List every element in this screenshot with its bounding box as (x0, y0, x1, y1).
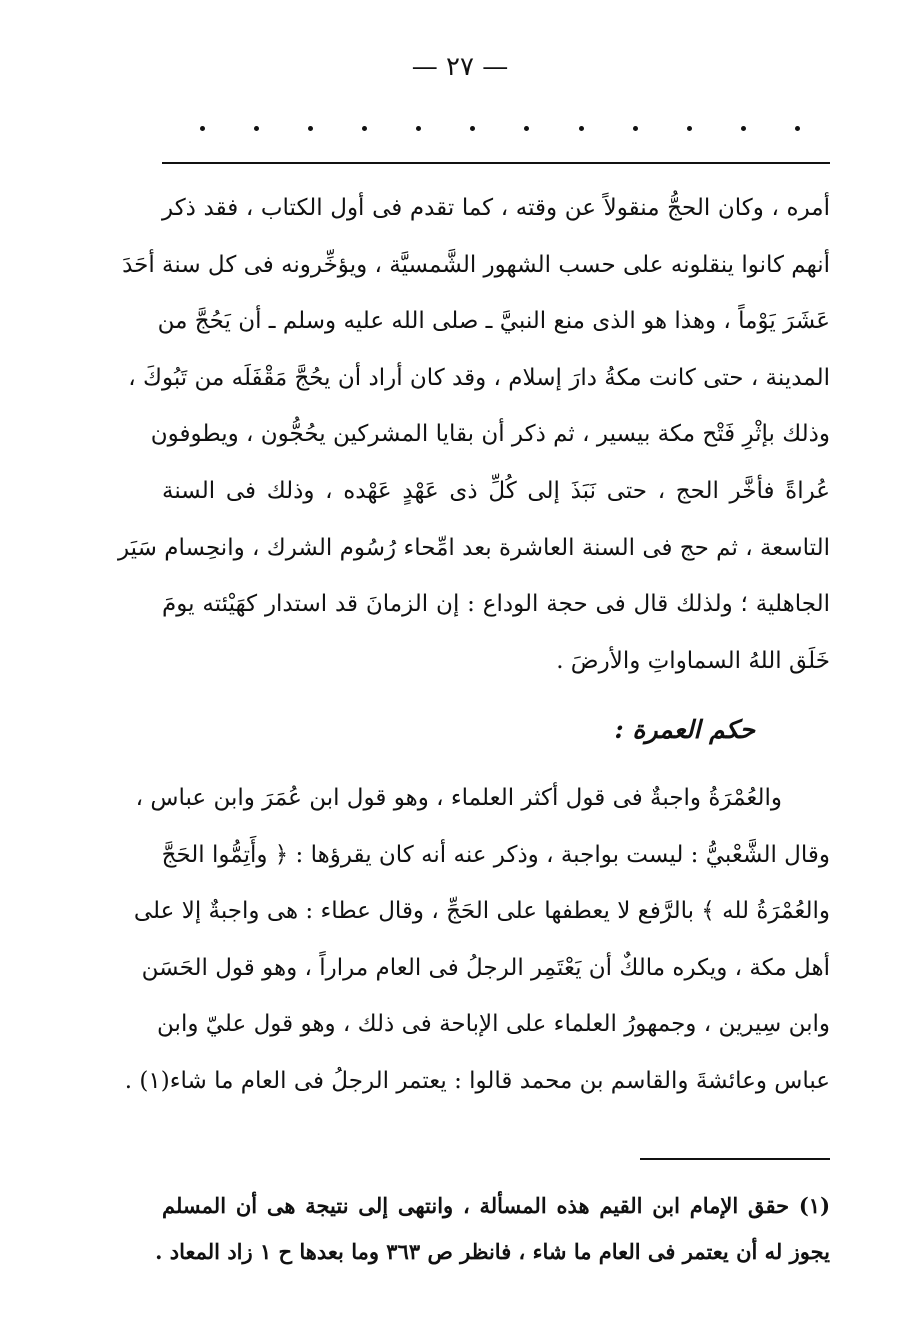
paragraph-umrah (124, 770, 830, 1110)
text-line: خَلَق اللهُ السماواتِ والأرضَ . (556, 647, 830, 674)
ornament-dot (416, 126, 421, 131)
footnote-line: يجوز له أن يعتمر فى العام ما شاء ، فانظر ص ٣٦٣ وما بعدها ح ١ زاد المعاد . (155, 1239, 830, 1264)
text-line: وابن سِيرين ، وجمهورُ العلماء على الإباحة فى ذلك ، وهو قول عليّ وابن (157, 1011, 830, 1038)
ornament-dot (470, 126, 475, 131)
footnote-rule (640, 1158, 830, 1160)
text-line: عَشَرَ يَوْماً ، وهذا هو الذى منع النبيَّ ـ صلى الله عليه وسلم ـ أن يَحُجَّ من (157, 308, 830, 335)
text-line: وذلك بإثْرِ فَتْح مكة بيسير ، ثم ذكر أن بقايا المشركين يحُجُّون ، ويطوفون (150, 421, 830, 448)
ornament-dot (633, 126, 638, 131)
paragraph-hajj (117, 180, 830, 689)
ornament-dot (795, 126, 800, 131)
ornament-dot (362, 126, 367, 131)
ornament-dot (254, 126, 259, 131)
ornament-dot (687, 126, 692, 131)
ornament-dots (200, 126, 800, 131)
text-line: عباس وعائشةَ والقاسم بن محمد قالوا : يعتمر الرجلُ فى العام ما شاء(١) . (124, 1067, 830, 1094)
text-line: والعُمْرَةُ لله ﴾ بالرَّفع لا يعطفها على الحَجِّ ، وقال عطاء : هى واجبةٌ إلا على (133, 898, 830, 925)
section-heading: حكم العمرة : (614, 715, 755, 744)
header-rule (162, 162, 830, 164)
text-line: عُراةً فأخَّر الحج ، حتى نَبَذَ إلى كُلِّ ذى عَهْدٍ عَهْده ، وذلك فى السنة (162, 477, 830, 504)
text-line: وقال الشَّعْبيُّ : ليست بواجبة ، وذكر عنه أنه كان يقرؤها : ﴿ وأَتِمُّوا الحَجَّ (161, 841, 830, 868)
page-number: — ٢٧ — (411, 52, 509, 82)
ornament-dot (579, 126, 584, 131)
text-line: أهل مكة ، ويكره مالكٌ أن يَعْتَمِر الرجلُ فى العام مراراً ، وهو قول الحَسَن (141, 954, 830, 981)
footnote-line: (١) حقق الإمام ابن القيم هذه المسألة ، وانتهى إلى نتيجة هى أن المسلم (162, 1193, 830, 1218)
text-line: المدينة ، حتى كانت مكةُ دارَ إسلام ، وقد كان أراد أن يحُجَّ مَقْفَلَه من تَبُوكَ ، (128, 364, 830, 391)
text-line: أمره ، وكان الحجُّ منقولاً عن وقته ، كما تقدم فى أول الكتاب ، فقد ذكر (162, 195, 830, 221)
ornament-dot (524, 126, 529, 131)
text-line: أنهم كانوا ينقلونه على حسب الشهور الشَّمسيَّة ، ويؤخِّرونه فى كل سنة أحَدَ (122, 251, 830, 278)
text-line: الجاهلية ؛ ولذلك قال فى حجة الوداع : إن الزمانَ قد استدار كهَيْئته يومَ (162, 591, 830, 618)
footnote (155, 1183, 830, 1275)
ornament-dot (200, 126, 205, 131)
text-line: والعُمْرَةُ واجبةٌ فى قول أكثر العلماء ، وهو قول ابن عُمَرَ وابن عباس ، (135, 785, 782, 811)
ornament-dot (741, 126, 746, 131)
text-line: التاسعة ، ثم حج فى السنة العاشرة بعد امِّحاء رُسُوم الشرك ، وانحِسام سَيَر (117, 534, 830, 561)
ornament-dot (308, 126, 313, 131)
